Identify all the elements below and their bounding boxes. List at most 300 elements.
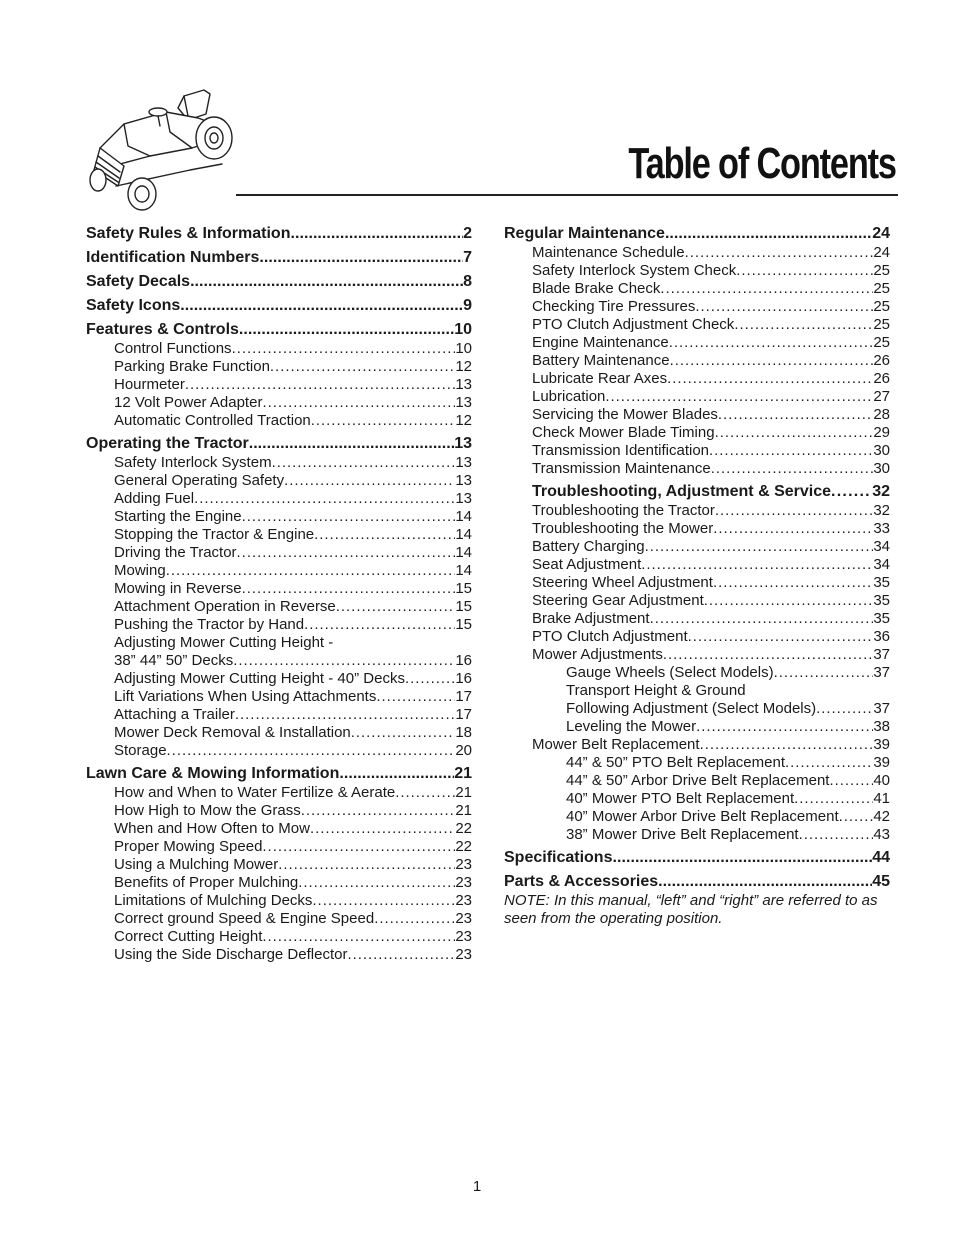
toc-entry-label: Using a Mulching Mower <box>114 856 279 873</box>
toc-leader-dots <box>336 598 456 616</box>
toc-entry[interactable] <box>86 544 472 562</box>
toc-entry-label: Following Adjustment (Select Models) <box>566 700 817 717</box>
toc-entry[interactable] <box>86 652 472 670</box>
toc-leader-dots <box>663 646 873 664</box>
toc-entry[interactable] <box>86 224 472 244</box>
toc-entry[interactable] <box>86 472 472 490</box>
toc-leader-dots <box>685 244 874 262</box>
toc-leader-dots <box>311 412 456 430</box>
toc-entry[interactable] <box>504 460 890 478</box>
toc-leader-dots <box>235 706 455 724</box>
toc-entry-page: 27 <box>873 388 890 405</box>
page-title: Table of Contents <box>628 139 896 188</box>
toc-entry[interactable] <box>504 334 890 352</box>
toc-leader-dots <box>262 394 455 412</box>
toc-entry[interactable] <box>86 454 472 472</box>
toc-entry[interactable] <box>504 574 890 592</box>
toc-entry-page: 24 <box>873 244 890 261</box>
toc-leader-dots <box>301 802 456 820</box>
toc-entry-label: 44” & 50” Arbor Drive Belt Replacement <box>566 772 830 789</box>
toc-entry[interactable] <box>86 358 472 376</box>
toc-entry-label: Parking Brake Function <box>114 358 270 375</box>
toc-leader-dots <box>262 928 455 946</box>
toc-entry[interactable] <box>504 610 890 628</box>
toc-leader-dots <box>262 838 455 856</box>
toc-entry-page: 14 <box>455 544 472 561</box>
toc-leader-dots <box>829 772 873 790</box>
toc-entry[interactable] <box>86 598 472 616</box>
toc-leader-dots <box>695 298 873 316</box>
toc-entry-page: 13 <box>455 376 472 393</box>
toc-entry-label: Troubleshooting, Adjustment & Service <box>532 483 831 500</box>
toc-entry[interactable] <box>504 502 890 520</box>
toc-entry-page: 30 <box>873 460 890 477</box>
toc-entry[interactable] <box>504 772 890 790</box>
toc-entry-label: Mower Deck Removal & Installation <box>114 724 351 741</box>
toc-entry[interactable] <box>504 592 890 610</box>
toc-entry-page: 37 <box>873 664 890 681</box>
toc-entry-page: 25 <box>873 334 890 351</box>
toc-entry-label: Operating the Tractor <box>86 435 249 452</box>
toc-entry-label: How and When to Water Fertilize & Aerate <box>114 784 396 801</box>
toc-entry-label: Transport Height & Ground <box>566 682 746 699</box>
toc-entry-label: Safety Decals <box>86 273 191 290</box>
toc-leader-dots <box>794 790 873 808</box>
toc-entry[interactable] <box>504 244 890 262</box>
toc-entry[interactable] <box>504 280 890 298</box>
toc-entry-label: Leveling the Mower <box>566 718 697 735</box>
toc-leader-dots <box>799 826 874 844</box>
toc-entry-label: Gauge Wheels (Select Models) <box>566 664 774 681</box>
toc-leader-dots <box>688 628 874 646</box>
toc-leader-dots <box>233 652 455 670</box>
toc-entry-page: 29 <box>873 424 890 441</box>
toc-entry-page: 25 <box>873 262 890 279</box>
toc-left-column <box>86 224 472 964</box>
toc-entry-label: Maintenance Schedule <box>532 244 685 261</box>
toc-entry-label: Adjusting Mower Cutting Height - 40” Decks <box>114 670 405 687</box>
toc-entry-page: 17 <box>455 688 472 705</box>
toc-entry[interactable] <box>86 394 472 412</box>
toc-entry-page: 26 <box>873 370 890 387</box>
toc-entry-label: Lubricate Rear Axes <box>532 370 668 387</box>
toc-entry-page: 38 <box>873 718 890 735</box>
toc-entry[interactable] <box>504 736 890 754</box>
toc-entry-page: 14 <box>455 508 472 525</box>
toc-leader-dots <box>237 544 456 562</box>
toc-entry[interactable] <box>86 296 472 316</box>
toc-entry[interactable] <box>86 928 472 946</box>
toc-entry-page: 8 <box>463 273 472 290</box>
toc-entry-label: Blade Brake Check <box>532 280 661 297</box>
toc-leader-dots <box>290 224 463 244</box>
toc-entry-label: Steering Wheel Adjustment <box>532 574 713 591</box>
toc-entry-label: Lawn Care & Mowing Information <box>86 765 340 782</box>
toc-entry-page: 14 <box>455 562 472 579</box>
toc-entry-label: Attachment Operation in Reverse <box>114 598 336 615</box>
toc-leader-dots <box>259 248 463 268</box>
toc-entry[interactable] <box>504 556 890 574</box>
toc-entry[interactable] <box>86 490 472 508</box>
toc-leader-dots <box>239 320 454 340</box>
toc-leader-dots <box>347 946 455 964</box>
toc-leader-dots <box>167 742 456 760</box>
toc-entry[interactable] <box>86 856 472 874</box>
toc-entry-label: Pushing the Tractor by Hand <box>114 616 305 633</box>
toc-entry-label: Engine Maintenance <box>532 334 669 351</box>
toc-entry-page: 2 <box>463 225 472 242</box>
toc-entry-label: 40” Mower Arbor Drive Belt Replacement <box>566 808 839 825</box>
toc-entry-page: 16 <box>455 670 472 687</box>
toc-leader-dots <box>272 454 456 472</box>
toc-leader-dots <box>376 688 455 706</box>
toc-entry[interactable] <box>504 808 890 826</box>
toc-entry[interactable] <box>504 664 890 682</box>
toc-entry-page: 10 <box>455 340 472 357</box>
toc-entry[interactable] <box>86 910 472 928</box>
toc-leader-dots <box>713 574 873 592</box>
toc-entry-label: Battery Charging <box>532 538 645 555</box>
toc-entry-label: Check Mower Blade Timing <box>532 424 715 441</box>
toc-leader-dots <box>715 502 873 520</box>
toc-entry-label: Checking Tire Pressures <box>532 298 696 315</box>
toc-entry-page: 41 <box>873 790 890 807</box>
toc-leader-dots <box>270 358 455 376</box>
toc-entry-page: 32 <box>872 483 890 500</box>
toc-entry-label: Troubleshooting the Mower <box>532 520 714 537</box>
toc-entry-label: How High to Mow the Grass <box>114 802 301 819</box>
toc-entry[interactable] <box>86 946 472 964</box>
toc-entry-page: 23 <box>455 946 472 963</box>
toc-entry-label: Lift Variations When Using Attachments <box>114 688 377 705</box>
toc-leader-dots <box>736 262 873 280</box>
toc-entry-label: 38” 44” 50” Decks <box>114 652 234 669</box>
toc-entry-page: 37 <box>873 646 890 663</box>
toc-leader-dots <box>166 562 456 580</box>
toc-entry[interactable] <box>86 784 472 802</box>
toc-entry-label: Mowing in Reverse <box>114 580 242 597</box>
toc-entry[interactable] <box>504 826 890 844</box>
toc-entry-page: 12 <box>455 412 472 429</box>
toc-entry-page: 13 <box>455 490 472 507</box>
toc-leader-dots <box>339 764 454 784</box>
toc-entry[interactable] <box>86 320 472 340</box>
toc-leader-dots <box>704 592 874 610</box>
toc-entry-label: Transmission Maintenance <box>532 460 711 477</box>
toc-leader-dots <box>734 316 873 334</box>
toc-leader-dots <box>669 334 874 352</box>
toc-entry[interactable] <box>504 682 890 700</box>
toc-entry[interactable] <box>504 406 890 424</box>
toc-entry[interactable] <box>504 370 890 388</box>
toc-entry[interactable] <box>86 874 472 892</box>
toc-leader-dots <box>351 724 456 742</box>
toc-entry-label: 40” Mower PTO Belt Replacement <box>566 790 795 807</box>
toc-entry-page: 22 <box>455 820 472 837</box>
toc-entry-page: 36 <box>873 628 890 645</box>
toc-entry-label: Adding Fuel <box>114 490 195 507</box>
toc-entry-page: 28 <box>873 406 890 423</box>
toc-entry-label: Control Functions <box>114 340 232 357</box>
toc-leader-dots <box>190 272 463 292</box>
toc-entry-label: Benefits of Proper Mulching <box>114 874 299 891</box>
toc-leader-dots <box>665 224 872 244</box>
toc-leader-dots <box>645 538 874 556</box>
toc-entry-label: Safety Interlock System Check <box>532 262 737 279</box>
toc-entry-page: 42 <box>873 808 890 825</box>
toc-entry-page: 33 <box>873 520 890 537</box>
toc-entry-page: 23 <box>455 928 472 945</box>
toc-entry[interactable] <box>86 764 472 784</box>
toc-entry-label: Automatic Controlled Traction <box>114 412 311 429</box>
toc-entry[interactable] <box>86 508 472 526</box>
toc-entry-label: Brake Adjustment <box>532 610 650 627</box>
toc-entry-label: Limitations of Mulching Decks <box>114 892 313 909</box>
toc-leader-dots <box>774 664 874 682</box>
toc-entry[interactable] <box>504 538 890 556</box>
toc-leader-dots <box>715 424 874 442</box>
toc-entry-page: 24 <box>872 225 890 242</box>
toc-entry-page: 37 <box>873 700 890 717</box>
toc-entry[interactable] <box>86 340 472 358</box>
toc-entry-label: Adjusting Mower Cutting Height - <box>114 634 334 651</box>
toc-leader-dots <box>785 754 873 772</box>
toc-leader-dots <box>713 520 873 538</box>
toc-leader-dots <box>278 856 455 874</box>
toc-entry-page: 16 <box>455 652 472 669</box>
toc-entry-page: 34 <box>873 538 890 555</box>
toc-entry[interactable] <box>86 820 472 838</box>
toc-entry-page: 26 <box>873 352 890 369</box>
toc-leader-dots <box>670 352 874 370</box>
toc-entry-label: Specifications <box>504 849 613 866</box>
toc-entry-page: 25 <box>873 298 890 315</box>
toc-entry-page: 25 <box>873 280 890 297</box>
toc-entry-page: 23 <box>455 892 472 909</box>
toc-entry-page: 23 <box>455 874 472 891</box>
toc-entry-label: PTO Clutch Adjustment Check <box>532 316 735 333</box>
toc-entry-label: Driving the Tractor <box>114 544 237 561</box>
toc-leader-dots <box>298 874 455 892</box>
toc-entry-page: 32 <box>873 502 890 519</box>
toc-entry[interactable] <box>504 790 890 808</box>
toc-leader-dots <box>249 434 455 454</box>
toc-entry-page: 14 <box>455 526 472 543</box>
toc-entry-label: Seat Adjustment <box>532 556 642 573</box>
toc-leader-dots <box>650 610 874 628</box>
toc-leader-dots <box>304 616 455 634</box>
toc-leader-dots <box>839 808 874 826</box>
toc-leader-dots <box>641 556 873 574</box>
toc-leader-dots <box>605 388 873 406</box>
toc-entry-page: 21 <box>455 802 472 819</box>
toc-entry[interactable] <box>504 646 890 664</box>
toc-leader-dots <box>660 280 873 298</box>
toc-entry[interactable] <box>86 688 472 706</box>
toc-entry[interactable] <box>504 718 890 736</box>
toc-entry-page: 45 <box>872 873 890 890</box>
toc-entry[interactable] <box>504 352 890 370</box>
toc-entry-page: 39 <box>873 754 890 771</box>
toc-leader-dots <box>831 482 872 502</box>
toc-entry[interactable] <box>86 724 472 742</box>
toc-entry[interactable] <box>86 802 472 820</box>
toc-entry-label: Proper Mowing Speed <box>114 838 263 855</box>
toc-entry-label: Correct Cutting Height <box>114 928 263 945</box>
toc-entry-label: Mower Belt Replacement <box>532 736 700 753</box>
toc-leader-dots <box>284 472 455 490</box>
toc-entry-page: 12 <box>455 358 472 375</box>
toc-leader-dots <box>185 376 455 394</box>
toc-entry-page: 13 <box>455 472 472 489</box>
toc-entry-page: 39 <box>873 736 890 753</box>
toc-entry[interactable] <box>504 424 890 442</box>
toc-leader-dots <box>310 820 455 838</box>
toc-leader-dots <box>816 700 873 718</box>
page-number: 1 <box>472 1178 482 1195</box>
toc-entry-label: Transmission Identification <box>532 442 710 459</box>
toc-entry-page: 10 <box>454 321 472 338</box>
toc-entry[interactable] <box>504 262 890 280</box>
toc-entry-label: Safety Rules & Information <box>86 225 291 242</box>
toc-entry[interactable] <box>504 388 890 406</box>
toc-leader-dots <box>405 670 455 688</box>
toc-entry-label: Stopping the Tractor & Engine <box>114 526 315 543</box>
toc-entry[interactable] <box>86 742 472 760</box>
toc-entry-label: Battery Maintenance <box>532 352 670 369</box>
toc-entry-label: Safety Interlock System <box>114 454 272 471</box>
toc-entry-page: 44 <box>872 849 890 866</box>
toc-entry-page: 35 <box>873 610 890 627</box>
toc-entry-page: 20 <box>455 742 472 759</box>
title-rule <box>236 194 898 196</box>
toc-entry[interactable] <box>504 316 890 334</box>
toc-entry[interactable] <box>504 848 890 868</box>
toc-entry-page: 13 <box>454 435 472 452</box>
toc-entry[interactable] <box>86 892 472 910</box>
toc-entry-label: General Operating Safety <box>114 472 285 489</box>
toc-entry[interactable] <box>86 272 472 292</box>
toc-entry[interactable] <box>86 616 472 634</box>
toc-entry-page: 21 <box>455 784 472 801</box>
toc-entry-label: 12 Volt Power Adapter <box>114 394 263 411</box>
toc-leader-dots <box>700 736 874 754</box>
toc-entry[interactable] <box>504 482 890 502</box>
toc-leader-dots <box>312 892 455 910</box>
toc-entry-label: Mowing <box>114 562 166 579</box>
toc-entry-label: Storage <box>114 742 167 759</box>
toc-entry-label: Using the Side Discharge Deflector <box>114 946 348 963</box>
toc-entry-label: Identification Numbers <box>86 249 260 266</box>
lawn-tractor-illustration <box>80 86 240 216</box>
toc-leader-dots <box>395 784 455 802</box>
toc-entry-page: 18 <box>455 724 472 741</box>
toc-entry-label: 44” & 50” PTO Belt Replacement <box>566 754 785 771</box>
toc-entry[interactable] <box>86 634 472 652</box>
toc-entry-page: 34 <box>873 556 890 573</box>
toc-entry[interactable] <box>504 628 890 646</box>
toc-entry-label: Servicing the Mower Blades <box>532 406 718 423</box>
toc-entry-page: 7 <box>463 249 472 266</box>
toc-entry-page: 13 <box>455 454 472 471</box>
toc-entry-label: Lubrication <box>532 388 606 405</box>
toc-entry-label: Attaching a Trailer <box>114 706 235 723</box>
toc-entry-page: 21 <box>454 765 472 782</box>
toc-entry-label: When and How Often to Mow <box>114 820 310 837</box>
toc-entry-page: 15 <box>455 598 472 615</box>
toc-entry-page: 30 <box>873 442 890 459</box>
toc-right-column <box>504 224 890 892</box>
toc-entry-label: Correct ground Speed & Engine Speed <box>114 910 375 927</box>
toc-entry[interactable] <box>504 520 890 538</box>
toc-leader-dots <box>314 526 455 544</box>
toc-entry-label: Regular Maintenance <box>504 225 665 242</box>
toc-entry[interactable] <box>86 376 472 394</box>
toc-leader-dots <box>658 872 872 892</box>
toc-entry-page: 43 <box>873 826 890 843</box>
toc-entry[interactable] <box>86 248 472 268</box>
toc-entry-label: Mower Adjustments <box>532 646 663 663</box>
toc-entry-label: Hourmeter <box>114 376 185 393</box>
toc-entry[interactable] <box>86 670 472 688</box>
toc-entry[interactable] <box>86 434 472 454</box>
toc-entry[interactable] <box>504 224 890 244</box>
toc-entry-label: Features & Controls <box>86 321 239 338</box>
toc-entry-page: 17 <box>455 706 472 723</box>
toc-entry-page: 23 <box>455 910 472 927</box>
toc-leader-dots <box>374 910 455 928</box>
manual-note: NOTE: In this manual, “left” and “right” are referred to as seen from the operating position. <box>504 892 878 927</box>
toc-leader-dots <box>242 580 456 598</box>
toc-entry-page: 35 <box>873 592 890 609</box>
toc-entry[interactable] <box>86 580 472 598</box>
toc-entry-label: Parts & Accessories <box>504 873 659 890</box>
toc-leader-dots <box>180 296 463 316</box>
toc-leader-dots <box>194 490 455 508</box>
toc-leader-dots <box>711 460 874 478</box>
toc-entry-label: Steering Gear Adjustment <box>532 592 704 609</box>
toc-entry-page: 13 <box>455 394 472 411</box>
toc-entry-page: 40 <box>873 772 890 789</box>
toc-entry[interactable] <box>86 526 472 544</box>
toc-entry[interactable] <box>504 872 890 892</box>
toc-leader-dots <box>612 848 872 868</box>
toc-entry-page: 15 <box>455 616 472 633</box>
toc-leader-dots <box>709 442 873 460</box>
toc-entry-page: 22 <box>455 838 472 855</box>
toc-entry[interactable] <box>504 298 890 316</box>
toc-leader-dots <box>718 406 873 424</box>
toc-leader-dots <box>667 370 873 388</box>
toc-entry[interactable] <box>86 706 472 724</box>
toc-entry[interactable] <box>504 700 890 718</box>
toc-entry-page: 15 <box>455 580 472 597</box>
toc-entry-page: 25 <box>873 316 890 333</box>
toc-entry-label: Troubleshooting the Tractor <box>532 502 715 519</box>
toc-entry[interactable] <box>504 442 890 460</box>
toc-entry[interactable] <box>86 412 472 430</box>
toc-leader-dots <box>242 508 456 526</box>
toc-entry-label: Starting the Engine <box>114 508 242 525</box>
toc-entry-page: 35 <box>873 574 890 591</box>
toc-entry[interactable] <box>504 754 890 772</box>
toc-leader-dots <box>232 340 456 358</box>
toc-entry[interactable] <box>86 838 472 856</box>
toc-entry-page: 23 <box>455 856 472 873</box>
toc-entry-label: Safety Icons <box>86 297 181 314</box>
toc-entry[interactable] <box>86 562 472 580</box>
toc-entry-label: 38” Mower Drive Belt Replacement <box>566 826 799 843</box>
